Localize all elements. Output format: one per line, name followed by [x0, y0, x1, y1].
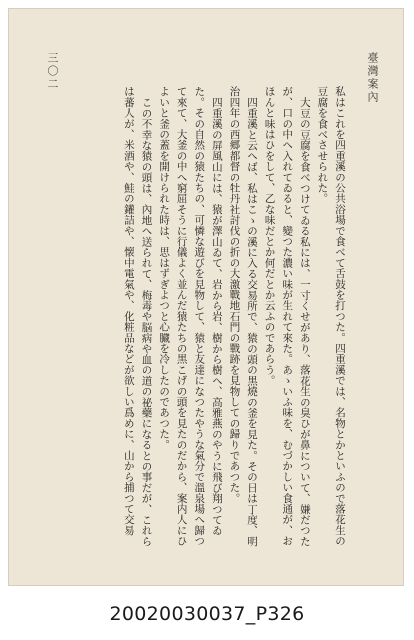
image-id-caption: 20020030037_P326: [109, 603, 305, 625]
book-page: [8, 8, 404, 586]
page-number: 三〇二: [46, 52, 59, 91]
paragraph: 大豆の豆腐を食べつけてゐる私には、一寸くせがあり、落花生の臭ひが鼻について、嫌だつたが、口の中へ入れてゐると、變つた濃い味が生れて來た。あゝいふ味を、むづかしい食通が、おほんと味はひをして、乙な味だとか何だとか云ふのであらう。: [263, 86, 311, 547]
paragraph: この不幸な猿の頭は、內地へ送られて、梅毒や脳病や血の道の祕藥になるとの事だが、これらは蕃人が、米酒や、鮭の鑵詰や、懐中電氣や、化粧品などが欲しい爲めに、山から捕つて交易: [122, 86, 153, 546]
running-header-title: 臺灣案內: [366, 52, 379, 104]
paragraph: 四重溪と云へば、私はこゝの溪に入る交易所で、猿の頭の黒燒の釜を見た。その日は丁度、明治四年の西郷都督の牡丹社討伐の折の大激戰地石門の戰跡を見物しての歸りであつた。: [228, 86, 259, 546]
paragraph: 四重溪の屏風山には、猿が澤山ゐて、岩から岩、樹から樹へ、高雅燕のやうに飛び翔つてゐた。その自然の猿たちの、可憐な遊びを見物して、猿と友達になつたやうな氣分で溫泉場へ歸つて來て、大釜の中へ窮屈そうに行儀よく並んだ猿たちの黒こげの頭を見たのだから、案内人にひよいと釜の蓋を開けられた時は、思はずぎよつと心臓を冷したのであつた。: [158, 86, 223, 547]
body-text: [48, 86, 348, 556]
paragraph: 私はこれを四重溪の公共浴場で食べて舌鼓を打つた。四重溪では、名物とかといふので落花生の豆腐を食べさせられた。: [316, 86, 346, 547]
